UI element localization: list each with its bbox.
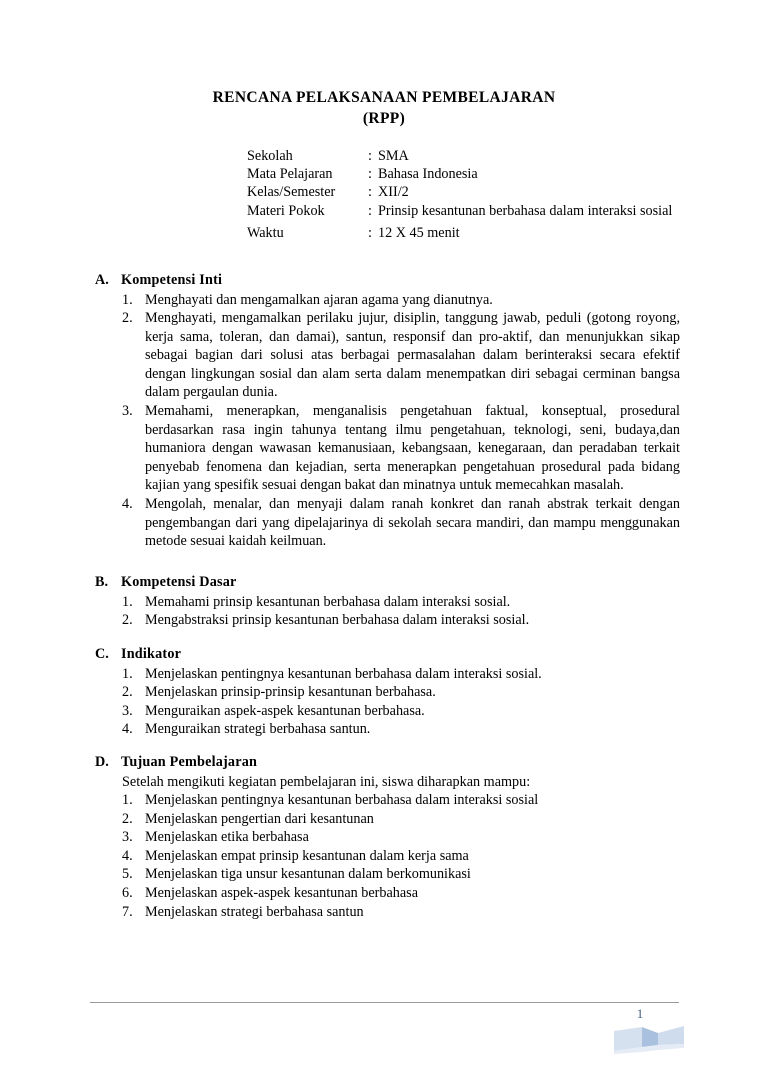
- list-item-text: Mengabstraksi prinsip kesantunan berbahasa dalam interaksi sosial.: [145, 612, 530, 629]
- list-item-number: 1.: [122, 792, 133, 809]
- list-item-text: Menguraikan strategi berbahasa santun.: [145, 721, 371, 738]
- meta-row: [247, 183, 682, 201]
- section-item-list: [95, 593, 680, 630]
- section-title: Indikator: [121, 646, 182, 662]
- list-item: [95, 593, 680, 612]
- meta-row: [247, 224, 682, 242]
- list-item-text: Memahami, menerapkan, menganalisis pengetahuan faktual, konseptual, prosedural berdasarkan rasa ingin tahunya tentang ilmu pengetahuan, teknologi, seni, budaya,dan humaniora dengan wawasan kemanusiaan, kebangsaan, kenegaraan, dan peradaban terkait penyebab fenomena dan kejadian, serta menerapkan pengetahuan prosedural pada bidang kajian yang spesifik sesuai dengan bakat dan minatnya untuk memecahkan masalah.: [145, 403, 680, 494]
- section-heading: [95, 573, 680, 592]
- list-item-number: 4.: [122, 721, 133, 738]
- list-item: [95, 402, 680, 495]
- list-item-number: 1.: [122, 291, 133, 308]
- section-title: Kompetensi Inti: [121, 272, 223, 288]
- list-item: [95, 611, 680, 630]
- section-title: Tujuan Pembelajaran: [121, 754, 258, 770]
- document-meta-block: [247, 147, 682, 242]
- meta-colon: :: [368, 224, 372, 241]
- section-item-list: [95, 291, 680, 551]
- list-item-number: 5.: [122, 866, 133, 883]
- page-number: 1: [636, 1006, 644, 1021]
- list-item: [95, 665, 680, 684]
- section-letter: D.: [95, 754, 109, 770]
- list-item-text: Menjelaskan empat prinsip kesantunan dalam kerja sama: [145, 847, 469, 864]
- list-item-text: Memahami prinsip kesantunan berbahasa dalam interaksi sosial.: [145, 593, 511, 610]
- list-item-number: 7.: [122, 903, 133, 920]
- list-item-text: Menjelaskan etika berbahasa: [145, 829, 309, 846]
- meta-value: Bahasa Indonesia: [378, 166, 478, 183]
- meta-label: Sekolah: [247, 148, 293, 164]
- list-item: [95, 847, 680, 866]
- list-item-number: 2.: [122, 684, 133, 701]
- list-item-number: 1.: [122, 665, 133, 682]
- list-item-text: Menjelaskan prinsip-prinsip kesantunan berbahasa.: [145, 684, 436, 701]
- meta-label: Mata Pelajaran: [247, 166, 333, 183]
- list-item: [95, 884, 680, 903]
- meta-row: [247, 147, 682, 165]
- document-section: [95, 573, 680, 630]
- list-item-text: Menjelaskan pentingnya kesantunan berbahasa dalam interaksi sosial.: [145, 665, 542, 682]
- list-item-text: Menjelaskan strategi berbahasa santun: [145, 903, 364, 920]
- meta-label: Materi Pokok: [247, 202, 325, 219]
- meta-colon: :: [368, 202, 372, 219]
- list-item-text: Menghayati dan mengamalkan ajaran agama yang dianutnya.: [145, 291, 493, 308]
- section-intro-text: Setelah mengikuti kegiatan pembelajaran ini, siswa diharapkan mampu:: [122, 773, 531, 790]
- title-line-1: RENCANA PELAKSANAAN PEMBELAJARAN: [212, 89, 556, 106]
- list-item-number: 2.: [122, 612, 133, 629]
- section-letter: B.: [95, 574, 109, 590]
- list-item-number: 3.: [122, 403, 133, 420]
- meta-value: 12 X 45 menit: [378, 224, 460, 241]
- meta-label: Waktu: [247, 224, 284, 241]
- list-item-number: 4.: [122, 496, 133, 513]
- list-item: [95, 309, 680, 402]
- list-item-number: 1.: [122, 593, 133, 610]
- footer-divider: [90, 1002, 679, 1003]
- list-item: [95, 865, 680, 884]
- page-title: [0, 88, 768, 129]
- list-item-number: 3.: [122, 702, 133, 719]
- list-item-text: Menghayati, mengamalkan perilaku jujur, disiplin, tanggung jawab, peduli (gotong royong, kerja sama, toleran, dan damai), santun, responsif dan pro-aktif, dan menunjukkan sikap sebagai bagian dari solusi atas berbagai permasalahan dalam berinteraksi secara efektif dengan lingkungan sosial dan alam serta dalam menempatkan diri sebagai cerminan bangsa dalam pergaulan dunia.: [145, 310, 680, 401]
- section-item-list: [95, 791, 680, 921]
- document-section: [95, 271, 680, 551]
- meta-label: Kelas/Semester: [247, 184, 336, 201]
- meta-colon: :: [368, 184, 372, 201]
- footer-ribbon-decoration: [612, 1023, 688, 1056]
- list-item: [95, 702, 680, 721]
- list-item-text: Menjelaskan pentingnya kesantunan berbahasa dalam interaksi sosial: [145, 792, 539, 809]
- list-item: [95, 810, 680, 829]
- list-item: [95, 903, 680, 922]
- list-item-number: 6.: [122, 885, 133, 902]
- section-item-list: [95, 665, 680, 739]
- section-letter: A.: [95, 272, 109, 288]
- meta-value: XII/2: [378, 184, 409, 201]
- list-item: [95, 495, 680, 551]
- list-item: [95, 683, 680, 702]
- list-item-text: Menjelaskan tiga unsur kesantunan dalam berkomunikasi: [145, 866, 471, 883]
- list-item-number: 2.: [122, 810, 133, 827]
- list-item-number: 3.: [122, 829, 133, 846]
- list-item-number: 4.: [122, 847, 133, 864]
- meta-colon: :: [368, 148, 372, 164]
- list-item-text: Menjelaskan pengertian dari kesantunan: [145, 810, 374, 827]
- meta-row: [247, 202, 682, 220]
- meta-colon: :: [368, 166, 372, 183]
- section-heading: [95, 271, 680, 290]
- section-heading: [95, 645, 680, 664]
- section-letter: C.: [95, 646, 109, 662]
- list-item-number: 2.: [122, 310, 133, 327]
- title-line-2: (RPP): [362, 110, 406, 127]
- meta-value: SMA: [378, 148, 409, 164]
- meta-value: Prinsip kesantunan berbahasa dalam interaksi sosial: [378, 202, 673, 219]
- list-item: [95, 791, 680, 810]
- list-item: [95, 828, 680, 847]
- list-item-text: Mengolah, menalar, dan menyaji dalam ranah konkret dan ranah abstrak terkait dengan pengembangan dari yang dipelajarinya di sekolah secara mandiri, dan mampu menggunakan metode sesuai kaidah keilmuan.: [145, 496, 680, 550]
- list-item-text: Menjelaskan aspek-aspek kesantunan berbahasa: [145, 885, 418, 902]
- section-title: Kompetensi Dasar: [121, 574, 237, 590]
- list-item: [95, 720, 680, 739]
- list-item-text: Menguraikan aspek-aspek kesantunan berbahasa.: [145, 702, 425, 719]
- document-section: [95, 645, 680, 739]
- list-item: [95, 291, 680, 310]
- section-heading: [95, 753, 680, 772]
- meta-row: [247, 165, 682, 183]
- document-section: [95, 753, 680, 921]
